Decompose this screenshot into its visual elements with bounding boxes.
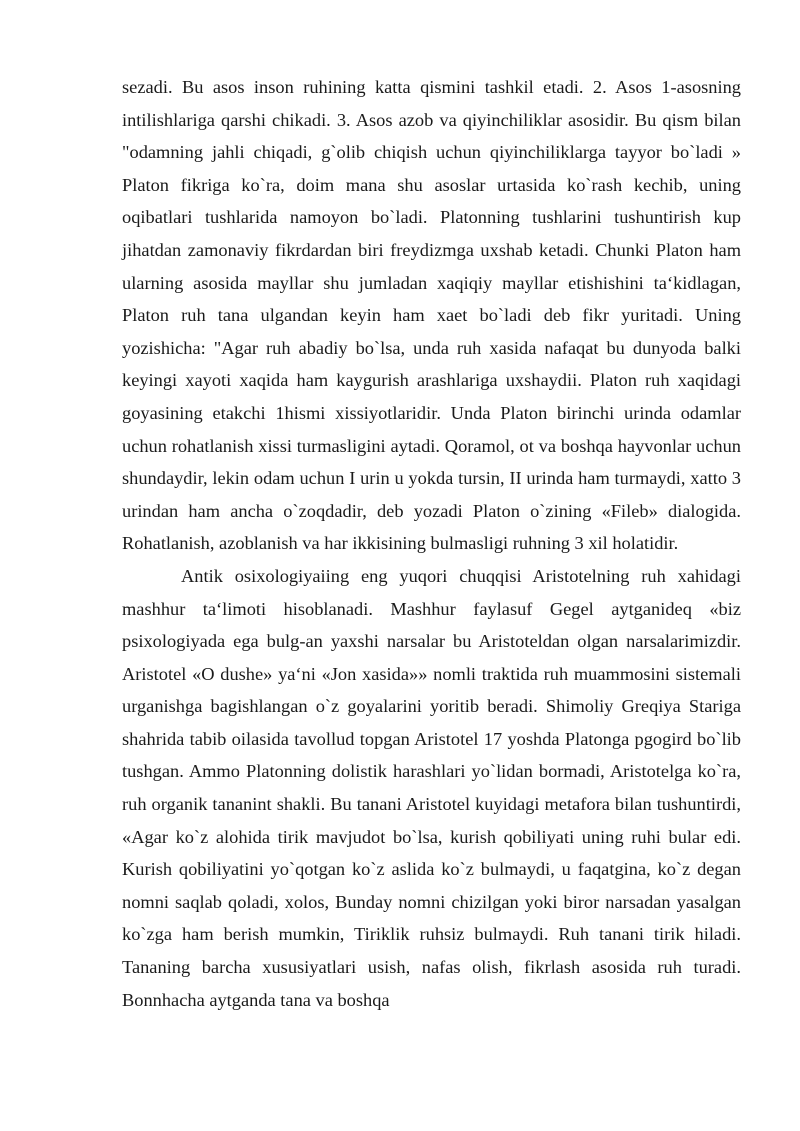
- paragraph-aristotel: Antik osixologiyaiing eng yuqori chuqqisi Aristotelning ruh xahidagi mashhur ta‘limoti hisoblanadi. Mashhur faylasuf Gegel aytganideq «biz psixologiyada ega bulg-an yaxshi narsalar bu Aristoteldan olgan narsalarimizdir. Aristotel «O dushe» ya‘ni «Jon xasida»» nomli traktida ruh muammosini sistemali urganishga bagishlangan o`z goyalarini yoritib beradi. Shimoliy Greqiya Stariga shahrida tabib oilasida tavollud topgan Aristotel 17 yoshda Platonga pgogird bo`lib tushgan. Ammo Platonning dolistik harashlari yo`lidan bormadi, Aristotelga ko`ra, ruh organik tananint shakli. Bu tanani Aristotel kuyidagi metafora bilan tushuntirdi, «Agar ko`z alohida tirik mavjudot bo`lsa, kurish qobiliyati uning ruhi bular edi. Kurish qobiliyatini yo`qotgan ko`z aslida ko`z bulmaydi, u faqatgina, ko`z degan nomni saqlab qoladi, xolos, Bunday nomni chizilgan yoki biror narsadan yasalgan ko`zga ham berish mumkin, Tiriklik ruhsiz bulmaydi. Ruh tanani tirik hiladi. Tananing barcha xususiyatlari usish, nafas olish, fikrlash asosida ruh turadi. Bonnhacha aytganda tana va boshqa: [122, 565, 741, 1010]
- paragraph-platon: sezadi. Bu asos inson ruhining katta qismini tashkil etadi. 2. Asos 1-asosning intilishlariga qarshi chikadi. 3. Asos azob va qiyinchiliklar asosidir. Bu qism bilan "odamning jahli chiqadi, g`olib chiqish uchun qiyinchiliklarga tayyor bo`ladi » Platon fikriga ko`ra, doim mana shu asoslar urtasida ko`rash kechib, uning oqibatlari tushlarida namoyon bo`ladi. Platonning tushlarini tushuntirish kup jihatdan zamonaviy fikrdardan biri freydizmga uxshab ketadi. Chunki Platon ham ularning asosida mayllar shu jumladan xaqiqiy mayllar etishishini ta‘kidlagan, Platon ruh tana ulgandan keyin ham xaet bo`ladi deb fikr yuritadi. Uning yozishicha: "Agar ruh abadiy bo`lsa, unda ruh xasida nafaqat bu dunyoda balki keyingi xayoti xaqida ham kaygurish arashlariga uxshaydii. Platon ruh xaqidagi goyasining etakchi 1hismi xissiyotlaridir. Unda Platon birinchi urinda odamlar uchun rohatlanish xissi turmasligini aytadi. Qoramol, ot va boshqa hayvonlar uchun shundaydir, lekin odam uchun I urin u yokda tursin, II urinda ham turmaydi, xatto 3 urindan ham ancha o`zoqdadir, deb yozadi Platon o`zining «Fileb» dialogida. Rohatlanish, azoblanish va har ikkisining bulmasligi ruhning 3 xil holatidir.: [122, 77, 741, 554]
- document-page: [122, 71, 741, 1016]
